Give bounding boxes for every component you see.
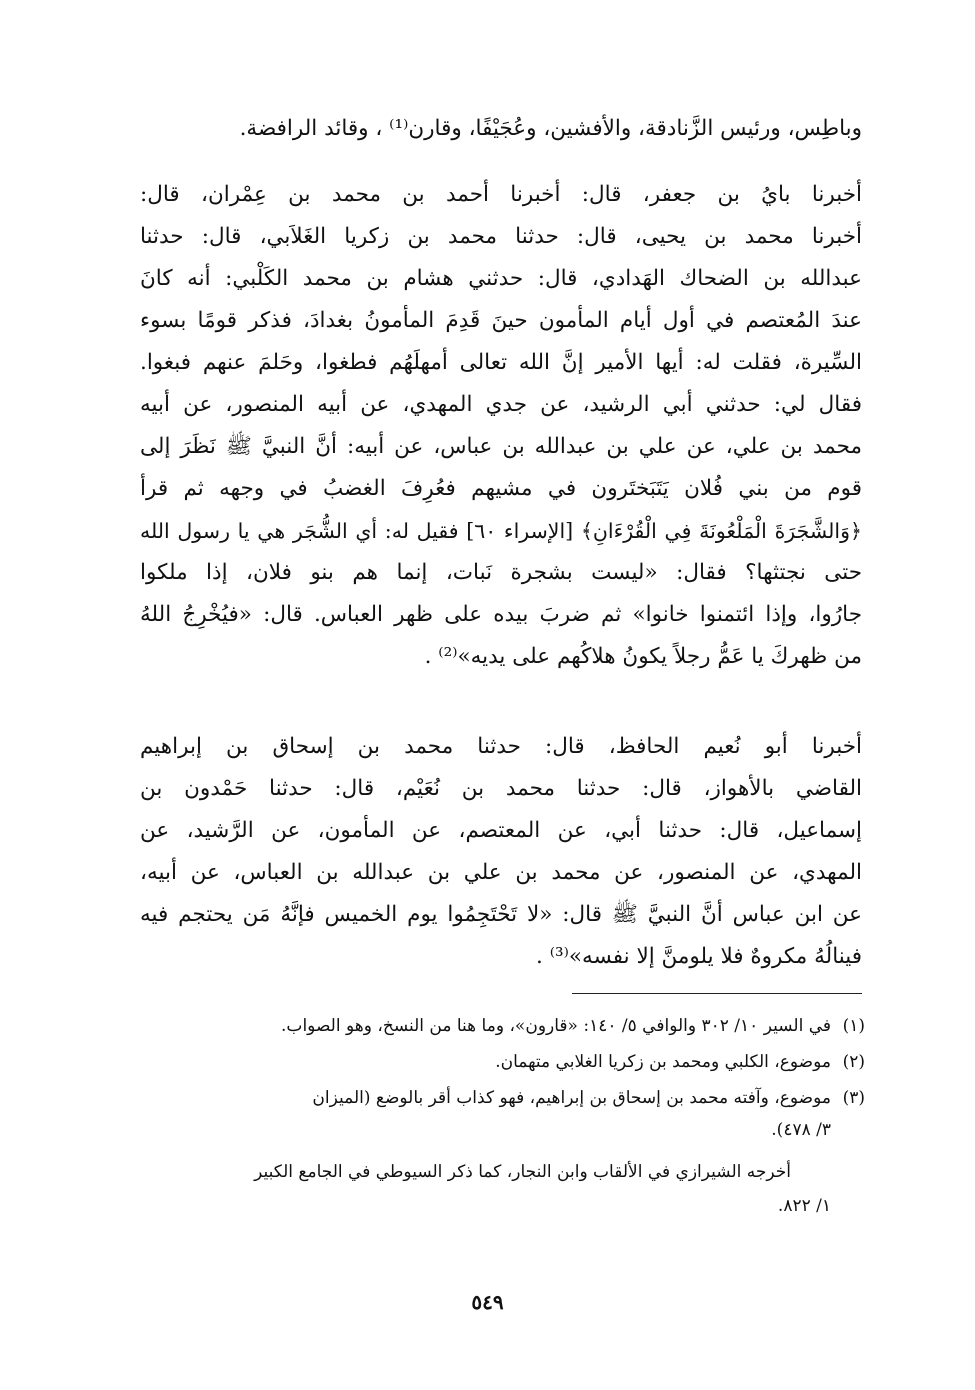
text-line: أخبرنا بايُ بن جعفر، قال: أخبرنا أحمد بن محمد بن عِمْران، قال: — [140, 182, 862, 207]
text-line: فقال لي: حدثني أبي الرشيد، عن جدي المهدي، عن أبيه المنصور، عن أبيه — [140, 392, 862, 417]
footnote-extra-line: أخرجه الشيرازي في الألقاب وابن النجار، كما ذكر السيوطي في الجامع الكبير — [254, 1162, 791, 1182]
text-line: قوم من بني فُلان يَتَبَختَرون في مشيهم فعُرِفَ الغضبُ في وجهه ثم قرأ — [140, 476, 862, 501]
footnote-text: موضوع، الكلبي ومحمد بن زكريا الغلابي متهمان. — [495, 1052, 831, 1072]
text-line: أخبرنا أبو نُعيم الحافظ، قال: حدثنا محمد بن إسحاق بن إبراهيم — [140, 734, 862, 759]
footnote-number: (١) — [842, 1016, 865, 1036]
text-line: المهدي، عن المنصور، عن محمد بن علي بن عبدالله بن العباس، عن أبيه، — [140, 860, 862, 885]
footnote-text: في السير ١٠/ ٣٠٢ والوافي ٥/ ١٤٠: «قارون»، وما هنا من النسخ، وهو الصواب. — [281, 1016, 831, 1036]
footnote-3 — [140, 1084, 865, 1112]
footnote-3-continuation: ٣/ ٤٧٨). — [771, 1120, 831, 1140]
footnote-1 — [140, 1012, 865, 1040]
footnote-separator — [572, 993, 862, 994]
text-line: من ظهركَ يا عَمُّ رجلاً يكونُ هلاكُهم على يديه»⁽²⁾ . — [424, 644, 862, 669]
quran-verse-line: ﴿وَالشَّجَرَةَ الْمَلْعُونَةَ فِي الْقُرْءَانِ﴾ [الإسراء ٦٠] فقيل له: أي الشُّجَر هي يا رسول الله — [140, 519, 862, 543]
page-number: ٥٤٩ — [471, 1290, 504, 1314]
text-line: وباطِس، ورئيس الزَّنادقة، والأفشين، وعُجَيْفًا، وقارن⁽¹⁾ ، وقائد الرافضة. — [239, 116, 862, 141]
text-line: جارُوا، وإذا ائتمنوا خانوا» ثم ضربَ بيده على ظهر العباس. قال: «فيُخْرِجُ اللهُ — [140, 602, 862, 627]
text-line: حتى نجتثها؟ فقال: «ليست بشجرة نَبات، إنما هم بنو فلان، إذا ملكوا — [140, 560, 862, 585]
text-line: السِّيرة، فقلت له: أيها الأمير إنَّ الله تعالى أمهلَهُم فطغوا، وحَلمَ عنهم فبغوا. — [140, 350, 862, 375]
footnote-number: (٣) — [842, 1088, 865, 1108]
footnote-2 — [140, 1048, 865, 1076]
text-line: عن ابن عباس أنَّ النبيَّ ﷺ قال: «لا تَحْتَجِمُوا يوم الخميس فإنَّهُ مَن يحتجم فيه — [140, 902, 862, 927]
text-line: عبدالله بن الضحاك الهَدادي، قال: حدثني هشام بن محمد الكَلْبي: أنه كانَ — [140, 266, 862, 291]
footnote-extra-continuation: ١/ ٨٢٢. — [777, 1196, 831, 1216]
text-line: أخبرنا محمد بن يحيى، قال: حدثنا محمد بن زكريا الغَلاَبي، قال: حدثنا — [140, 224, 862, 249]
footnote-text: موضوع، وآفته محمد بن إسحاق بن إبراهيم، فهو كذاب أقر بالوضع (الميزان — [312, 1088, 831, 1108]
text-line: فينالُهُ مكروهٌ فلا يلومنَّ إلا نفسه»⁽³⁾ . — [536, 944, 862, 969]
footnote-number: (٢) — [842, 1052, 865, 1072]
text-line: عندَ المُعتصم في أول أيام المأمون حينَ قَدِمَ المأمونُ بغدادَ، فذكر قومًا بسوء — [140, 308, 862, 333]
text-line: محمد بن علي، عن علي بن عبدالله بن عباس، عن أبيه: أنَّ النبيَّ ﷺ نَظَرَ إلى — [140, 434, 862, 459]
text-line: القاضي بالأهواز، قال: حدثنا محمد بن نُعَيْم، قال: حدثنا حَمْدون بن — [140, 776, 862, 801]
text-line: إسماعيل، قال: حدثنا أبي، عن المعتصم، عن المأمون، عن الرَّشيد، عن — [140, 818, 862, 843]
